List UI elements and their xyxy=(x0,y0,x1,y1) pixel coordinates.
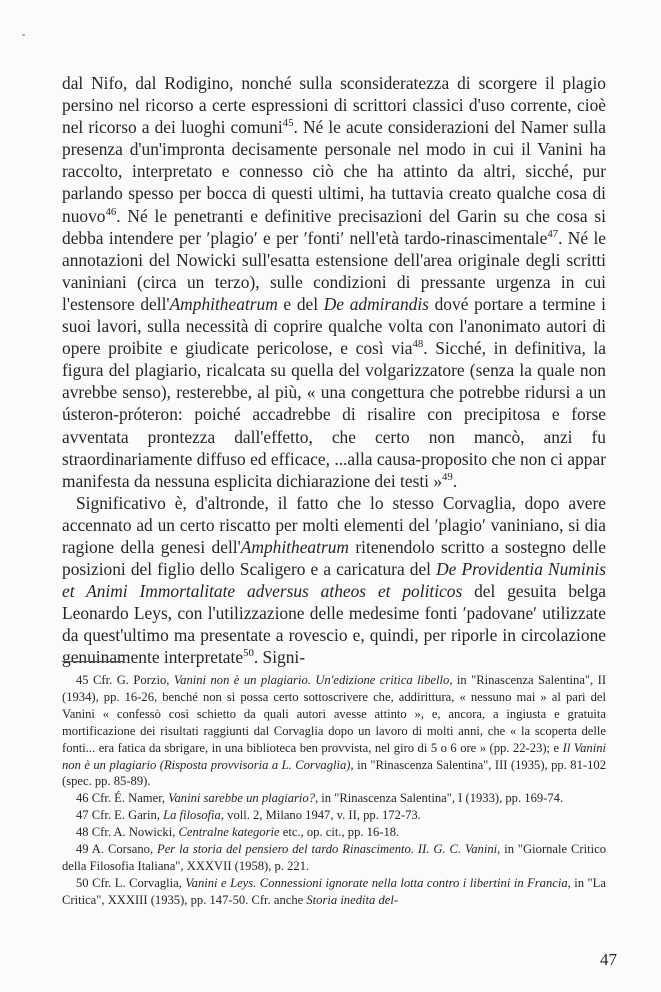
text-run: , in "Rinascenza Salentina", I (1933), pp. 169-74. xyxy=(315,791,564,806)
text-run: , in "Giornale Critico della Filosofia Italiana", XXXVII (1958), p. 221. xyxy=(62,842,606,873)
italic-text: Amphitheatrum xyxy=(169,293,278,314)
footnote xyxy=(62,790,606,807)
footnote-separator xyxy=(62,661,124,662)
margin-mark xyxy=(22,34,25,36)
footnote-ref: 45 xyxy=(282,117,294,130)
text-run: 47 Cfr. E. Garin, xyxy=(76,808,164,823)
text-run: . Né le penetranti e definitive precisazioni del Garin su che cosa si debba intendere per ʹplagioʹ e per ʹfontiʹ nell'età tardo-rinascimentale xyxy=(62,205,606,248)
italic-text: Per la storia del pensiero del tardo Rinascimento. II. G. C. Vanini xyxy=(157,842,498,857)
footnote xyxy=(62,824,606,841)
italic-text: Storia inedita del- xyxy=(306,892,399,907)
text-run: . Sicché, in definitiva, la figura del plagiario, ricalcata su quella del volgarizzatore (senza la quale non avrebbe senso), resterebbe, al più, « una congettura che potrebbe ridursi a un ústeron-próteron: poiché accadrebbe di risalire con precipitosa e forse avventata prontezza dall'effetto, che certo non mancò, anzi fu straordinariamente diffuso ed efficace, ...alla causa-proposito che non ci appar manifesta da nessuna esplicita dichiarazione dei testi » xyxy=(62,338,606,491)
footnotes xyxy=(62,672,606,909)
italic-text: Vanini sarebbe un plagiario? xyxy=(168,791,315,806)
text-run: ritenendolo scritto a sostegno delle posizioni del figlio dello Scaligero e a caricatura del xyxy=(62,536,606,580)
italic-text: Vanini e Leys. Connessioni ignorate nella lotta contro i libertini in Francia xyxy=(185,875,568,890)
text-run: e del xyxy=(277,293,324,314)
italic-text: De admirandis xyxy=(323,293,429,314)
text-run: 49 A. Corsano, xyxy=(76,842,158,857)
footnote-ref: 46 xyxy=(105,205,117,218)
text-run: . Signi- xyxy=(253,647,306,668)
paragraph xyxy=(62,492,606,669)
footnote-ref: 48 xyxy=(412,338,424,351)
text-run: dové portare a termine i suoi lavori, sulla necessità di coprire qualche volta con l'anonimato autori di opere proibite e giudicate pericolose, e così via xyxy=(62,293,606,359)
text-run: , in "Rinascenza Salentina", III (1935), pp. 81-102 (spec. pp. 85-89). xyxy=(62,757,606,789)
footnote xyxy=(62,875,606,909)
italic-text: Amphitheatrum xyxy=(240,536,349,557)
italic-text: De Providentia Numinis et Animi Immortalitate adversus atheos et politicos xyxy=(62,559,606,602)
text-run: etc., op. cit., pp. 16-18. xyxy=(279,825,400,840)
footnote-ref: 50 xyxy=(243,647,254,660)
text-run: , in "La Critica", XXXIII (1935), pp. 147-50. Cfr. anche xyxy=(62,875,606,907)
text-run: 50 Cfr. L. Corvaglia, xyxy=(76,875,186,890)
text-run: . Né le acute considerazioni del Namer sulla presenza d'un'impronta decisamente personale nel modo in cui il Vanini ha raccolto, interpretato e connesso ciò che ha attinto da altri, sicché, pur parlando spesso per bocca di questi ultimi, ha tuttavia creato qualche cosa di nuovo xyxy=(62,117,606,226)
italic-text: Il Vanini non è un plagiario (Risposta provvisoria a L. Corvaglia) xyxy=(62,740,606,772)
footnote xyxy=(62,672,606,790)
main-text xyxy=(62,72,606,669)
text-run: dal Nifo, dal Rodigino, nonché sulla sconsideratezza di scorgere il plagio persino nel ricorso a certe espressioni di scrittori classici d'uso corrente, cioè nel ricorso a dei luoghi comuni xyxy=(62,73,606,138)
paragraph xyxy=(62,72,606,492)
text-run: del gesuita belga Leonardo Leys, con l'utilizzazione delle medesime fonti ʹpadovaneʹ utilizzate da quest'ultimo ma presentate a rovescio e, quindi, per riporle in circolazione genuinamente interpretate xyxy=(62,581,606,668)
footnote xyxy=(62,841,606,875)
italic-text: Centralne kategorie xyxy=(178,825,280,840)
page-number: 47 xyxy=(600,950,617,969)
italic-text: Vanini non è un plagiario. Un'edizione critica libello xyxy=(173,673,450,687)
footnote-ref: 49 xyxy=(442,470,453,483)
text-run: . xyxy=(452,470,458,491)
text-run: . Né le annotazioni del Nowicki sull'esatta estensione dell'area originale degli scritti vaniniani (circa un terzo), sulle condizioni di pressante urgenza in cui l'estensore dell' xyxy=(62,227,607,314)
footnote-ref: 47 xyxy=(547,227,559,240)
text-run: 46 Cfr. É. Namer, xyxy=(76,791,169,806)
text-run: Significativo è, d'altronde, il fatto che lo stesso Corvaglia, dopo avere accennato ad un certo riscatto per molti elementi del ʹplagioʹ vaniniano, si dia ragione della genesi dell' xyxy=(62,492,606,557)
text-run: 45 Cfr. G. Porzio, xyxy=(76,673,174,687)
text-run: 48 Cfr. A. Nowicki, xyxy=(76,825,179,840)
italic-text: La filosofia xyxy=(163,808,221,823)
text-run: , voll. 2, Milano 1947, v. II, pp. 172-73. xyxy=(220,808,421,823)
text-run: , in "Rinascenza Salentina", II (1934), pp. 16-26, benché non si possa certo sottoscrivere che, addirittura, « nessuno mai » al pari del Vanini « confessò così schietto da quali autori avesse attinto », e, ancora, a ingiusta e gratuita mortificazione dei risultati raggiunti dal Corvaglia dopo un lavoro di molti anni, che « la scoperta delle fonti... era fatica da sbrigare, in una biblioteca ben provvista, nel giro di 5 o 6 ore » (pp. 22-23); e xyxy=(62,673,607,755)
footnote xyxy=(62,807,606,824)
